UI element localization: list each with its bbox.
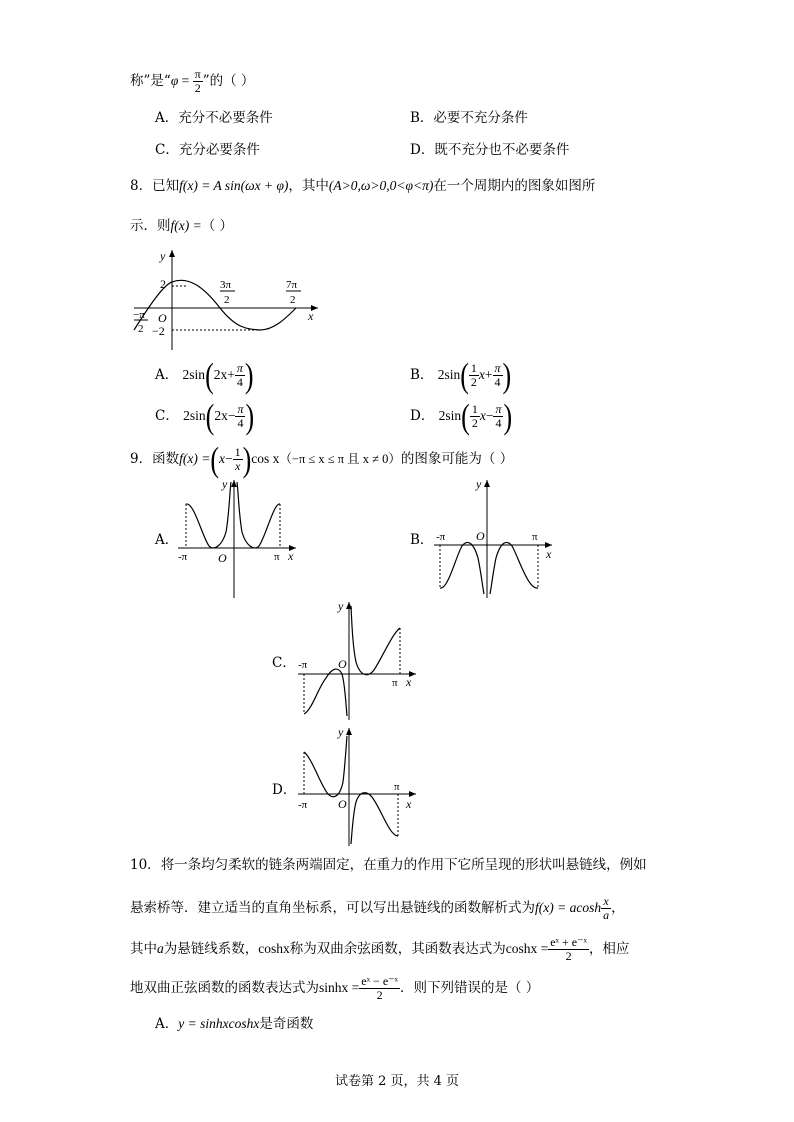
q8-option-b[interactable]: B． 2sin( $\frac{1}{2}$ x+ $\frac{\pi}{4}$ ) bbox=[410, 355, 512, 395]
svg-text:π: π bbox=[274, 551, 280, 563]
q9-graph-b bbox=[430, 476, 560, 601]
q7-option-a[interactable]: A．充分不必要条件 bbox=[155, 110, 273, 126]
q9-stem: 9．函数f(x) =(x− $\frac{1}{x}$ )cos x（−π ≤ x ≤ π 且 x ≠ 0）的图象可能为（ ） bbox=[130, 439, 514, 479]
q8-y-max: 2 bbox=[160, 277, 166, 291]
q9-option-d[interactable]: D． bbox=[272, 782, 297, 798]
svg-text:O: O bbox=[218, 551, 227, 565]
svg-text:-π: -π bbox=[298, 659, 308, 671]
svg-text:x: x bbox=[406, 675, 412, 689]
q9-option-c[interactable]: C． bbox=[272, 655, 296, 671]
svg-text:-π: -π bbox=[178, 551, 188, 563]
q8-option-d[interactable]: D． 2sin( $\frac{1}{2}$ x− $\frac{\pi}{4}$ ) bbox=[410, 396, 513, 436]
svg-text:π: π bbox=[392, 677, 398, 689]
q9-graph-a bbox=[174, 476, 304, 601]
q10-line4: 地双曲正弦函数的函数表达式为sinhx = $\frac{\text{eˣ − e⁻ˣ}}{2}$ ．则下列错误的是（ ） bbox=[130, 974, 540, 1002]
q7-option-b[interactable]: B．必要不充分条件 bbox=[410, 110, 528, 126]
svg-text:x: x bbox=[546, 547, 552, 561]
q7-option-c[interactable]: C．充分必要条件 bbox=[155, 142, 260, 158]
q8-option-a[interactable]: A． 2sin(2x+ $\frac{\pi}{4}$ ) bbox=[155, 355, 254, 395]
svg-text:-π: -π bbox=[436, 531, 446, 543]
svg-text:x: x bbox=[406, 797, 412, 811]
q8-x-label: x bbox=[308, 309, 314, 323]
q9-option-b[interactable]: B． bbox=[410, 532, 434, 548]
svg-text:O: O bbox=[338, 657, 347, 671]
q9-graph-c bbox=[294, 598, 424, 723]
svg-text:-π: -π bbox=[298, 799, 308, 811]
q8-tick-7pi2-num: 7π bbox=[286, 279, 298, 291]
q7-stem: 称”是“φ = $\frac{\pi}{2}$ ”的（ ） bbox=[130, 67, 255, 95]
q8-graph bbox=[128, 246, 328, 356]
svg-text:π: π bbox=[394, 781, 400, 793]
q10-line2: 悬索桥等．建立适当的直角坐标系，可以写出悬链线的函数解析式为f(x) = acosh $\frac{x}{a}$ ， bbox=[130, 894, 625, 922]
q8-neg-pi-den: 2 bbox=[138, 323, 144, 335]
q8-stem-line2: 示．则f(x) =（ ） bbox=[130, 218, 234, 234]
svg-text:x: x bbox=[288, 549, 294, 563]
svg-text:O: O bbox=[476, 529, 485, 543]
q9-option-a[interactable]: A． bbox=[155, 532, 179, 548]
svg-text:y: y bbox=[338, 725, 344, 739]
q10-line3: 其中a为悬链线系数，coshx称为双曲余弦函数，其函数表达式为coshx = $\frac{\text{eˣ + e⁻ˣ}}{2}$ ，相应 bbox=[130, 935, 630, 963]
q7-option-d[interactable]: D．既不充分也不必要条件 bbox=[410, 142, 570, 158]
q10-line1: 10．将一条均匀柔软的链条两端固定，在重力的作用下它所呈现的形状叫悬链线，例如 bbox=[130, 857, 647, 873]
q8-origin: O bbox=[158, 311, 167, 325]
page-footer: 试卷第 2 页，共 4 页 bbox=[334, 1074, 460, 1089]
q8-tick-7pi2-den: 2 bbox=[290, 294, 296, 306]
svg-text:y: y bbox=[338, 599, 344, 613]
svg-text:O: O bbox=[338, 797, 347, 811]
q8-tick-3pi2-num: 3π bbox=[220, 279, 232, 291]
q8-neg-pi: −π bbox=[133, 309, 145, 321]
q8-option-c[interactable]: C． 2sin(2x− $\frac{\pi}{4}$ ) bbox=[155, 396, 255, 436]
q8-tick-3pi2-den: 2 bbox=[224, 294, 230, 306]
q10-option-a[interactable]: A．y = sinhxcoshx是奇函数 bbox=[155, 1016, 314, 1032]
svg-text:y: y bbox=[222, 477, 228, 491]
q8-stem-line1: 8．已知f(x) = A sin(ωx + φ)，其中(A>0,ω>0,0<φ<π)在一个周期内的图象如图所 bbox=[130, 178, 596, 194]
svg-text:π: π bbox=[532, 531, 538, 543]
q9-graph-d bbox=[294, 724, 424, 849]
q8-y-label: y bbox=[160, 249, 166, 263]
svg-text:y: y bbox=[476, 477, 482, 491]
q8-y-min: −2 bbox=[152, 324, 165, 338]
